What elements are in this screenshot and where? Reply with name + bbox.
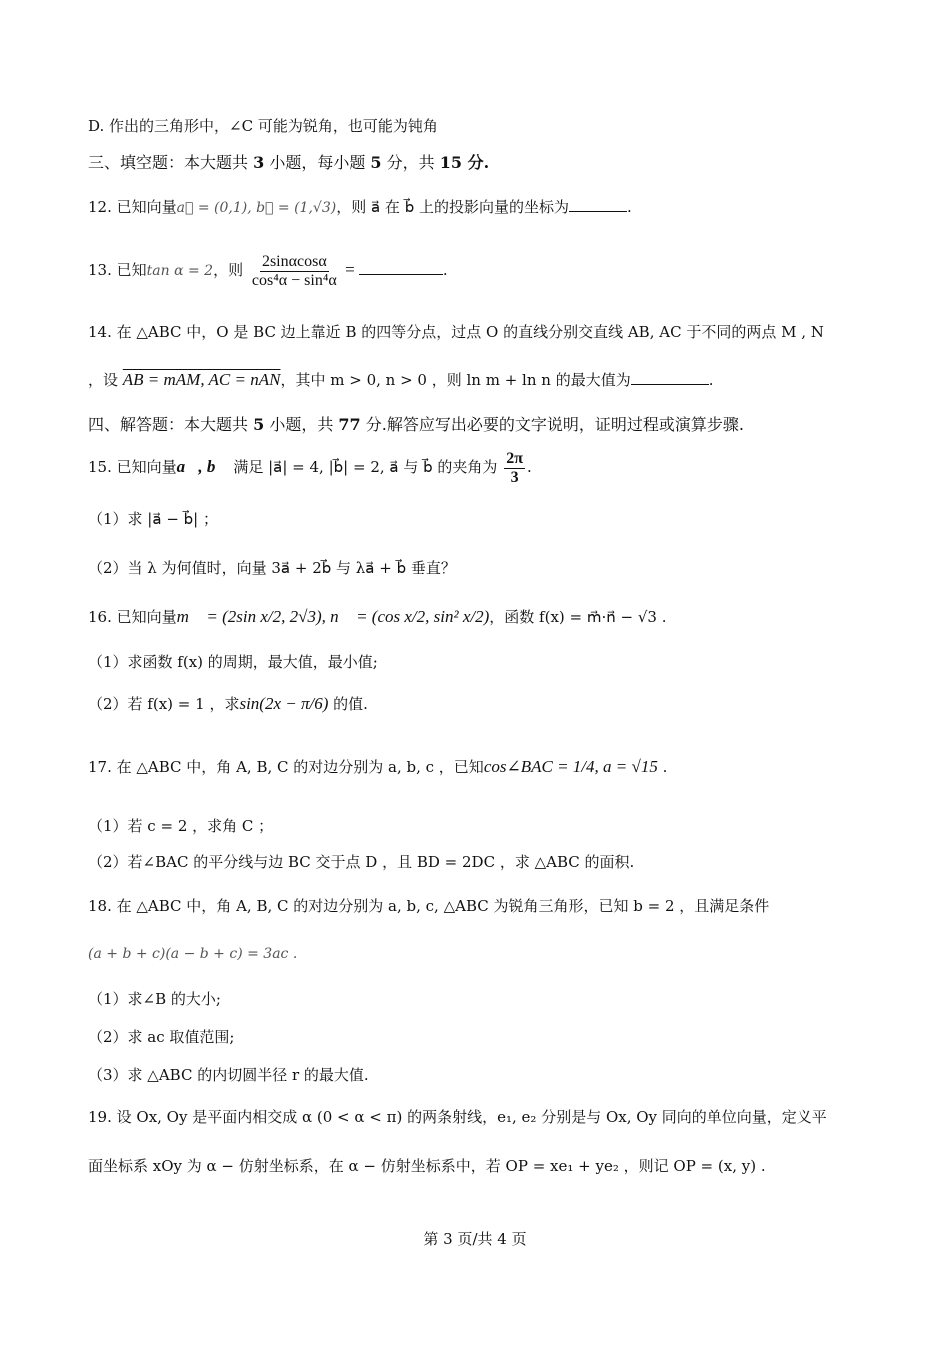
question-16-part2: （2）若 f(x) = 1 ，求sin(2x − π/6) 的值.	[88, 694, 368, 713]
question-17-part2: （2）若∠BAC 的平分线与边 BC 交于点 D ，且 BD = 2DC ，求 △ABC 的面积.	[88, 853, 635, 871]
question-16-part1: （1）求函数 f(x) 的周期，最大值，最小值;	[88, 653, 378, 671]
question-13: 13. 已知tan α = 2，则 $\frac{2\sin\alpha\cos\alpha}{\text{cos⁴α − sin⁴α}}$ = .	[88, 252, 448, 289]
question-18-line2: (a + b + c)(a − b + c) = 3ac .	[88, 946, 298, 962]
question-16: 16. 已知向量m⃗ = (2sin x/2, 2√3), n⃗ = (cos x/2, sin² x/2)，函数 f(x) = m⃗·n⃗ − √3 .	[88, 607, 667, 626]
question-18-part1: （1）求∠B 的大小;	[88, 990, 221, 1008]
answer-blank-13[interactable]	[359, 260, 443, 275]
question-14-line2: ，设 AB = mAM, AC = nAN，其中 m > 0, n > 0 ，则 ln m + ln n 的最大值为 .	[88, 370, 714, 389]
question-18-line1: 18. 在 △ABC 中，角 A, B, C 的对边分别为 a, b, c, △ABC 为锐角三角形，已知 b = 2 ，且满足条件	[88, 897, 770, 915]
question-17: 17. 在 △ABC 中，角 A, B, C 的对边分别为 a, b, c ，已知cos∠BAC = 1/4, a = √15 .	[88, 757, 668, 776]
question-19-line2: 面坐标系 xOy 为 α − 仿射坐标系，在 α − 仿射坐标系中，若 OP = xe₁ + ye₂ ，则记 OP = (x, y) .	[88, 1157, 766, 1175]
answer-blank-14[interactable]	[631, 370, 709, 385]
section-4-heading: 四、解答题：本大题共 5 小题，共 77 分.解答应写出必要的文字说明，证明过程或演算步骤.	[88, 415, 744, 434]
question-15-part1: （1）求 |a⃗ − b⃗| ；	[88, 510, 219, 528]
fraction-13: $\frac{2\sin\alpha\cos\alpha}{\text{cos⁴α − sin⁴α}}$	[251, 252, 337, 289]
page-footer: 第 3 页/共 4 页	[423, 1230, 527, 1248]
question-19-line1: 19. 设 Ox, Oy 是平面内相交成 α (0 < α < π) 的两条射线，e₁, e₂ 分别是与 Ox, Oy 同向的单位向量，定义平	[88, 1108, 827, 1126]
question-12: 12. 已知向量a⃗ = (0,1), b⃗ = (1,√3)，则 a⃗ 在 b⃗ 上的投影向量的坐标为 .	[88, 198, 632, 216]
fraction-15: $\frac{2\pi}{3}$	[506, 449, 523, 486]
question-15-part2: （2）当 λ 为何值时，向量 3a⃗ + 2b⃗ 与 λa⃗ + b⃗ 垂直？	[88, 559, 456, 577]
question-18-part2: （2）求 ac 取值范围;	[88, 1028, 235, 1046]
question-15: 15. 已知向量a⃗, b⃗ 满足 |a⃗| = 4, |b⃗| = 2, a⃗ 与 b⃗ 的夹角为 $\frac{2\pi}{3}$ .	[88, 449, 532, 486]
answer-blank-12[interactable]	[569, 197, 627, 212]
question-14-line1: 14. 在 △ABC 中，O 是 BC 边上靠近 B 的四等分点，过点 O 的直线分别交直线 AB, AC 于不同的两点 M , N	[88, 323, 824, 341]
question-17-part1: （1）若 c = 2 ，求角 C ；	[88, 817, 274, 835]
option-d: D. 作出的三角形中，∠C 可能为锐角，也可能为钝角	[88, 117, 438, 135]
question-18-part3: （3）求 △ABC 的内切圆半径 r 的最大值.	[88, 1066, 369, 1084]
section-3-heading: 三、填空题：本大题共 3 小题，每小题 5 分，共 15 分.	[88, 153, 490, 172]
